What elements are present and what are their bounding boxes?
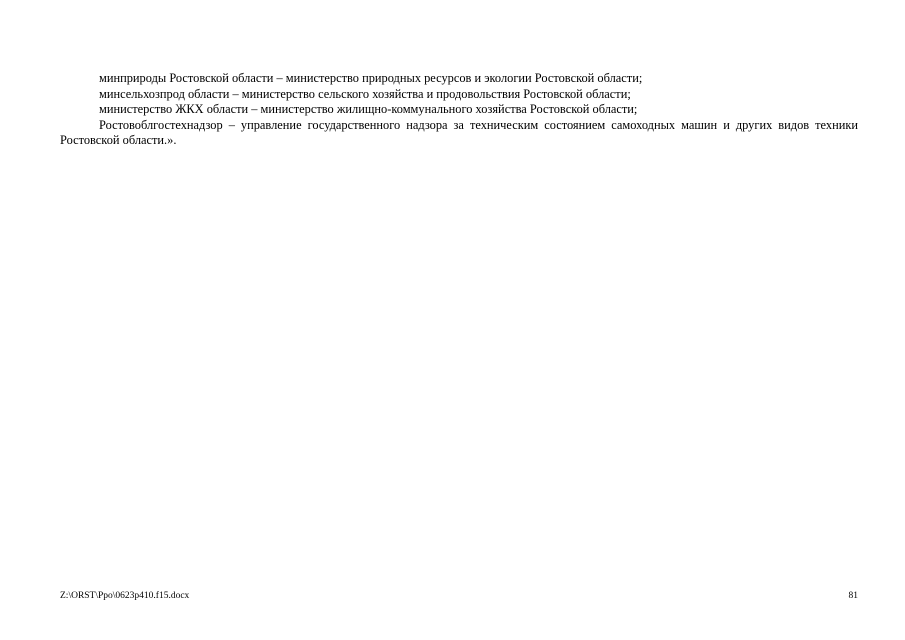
paragraph-rostovoblgostekhnadzor: Ростовоблгостехнадзор – управление государственного надзора за техническим состоянием самоходных машин и других видов техники Ростовской области.». bbox=[60, 117, 858, 148]
paragraph-minselkhozprod: минсельхозпрод области – министерство сельского хозяйства и продовольствия Ростовской области; bbox=[99, 86, 631, 101]
paragraph-minprirody: минприроды Ростовской области – министерство природных ресурсов и экологии Ростовской области; bbox=[99, 71, 643, 85]
document-body bbox=[60, 71, 858, 149]
footer-file-path: Z:\ORST\Ppo\0623p410.f15.docx bbox=[60, 591, 190, 601]
footer-page-number: 81 bbox=[848, 591, 858, 601]
paragraph-ministry-zhkh: министерство ЖКХ области – министерство жилищно-коммунального хозяйства Ростовской области; bbox=[99, 102, 638, 117]
